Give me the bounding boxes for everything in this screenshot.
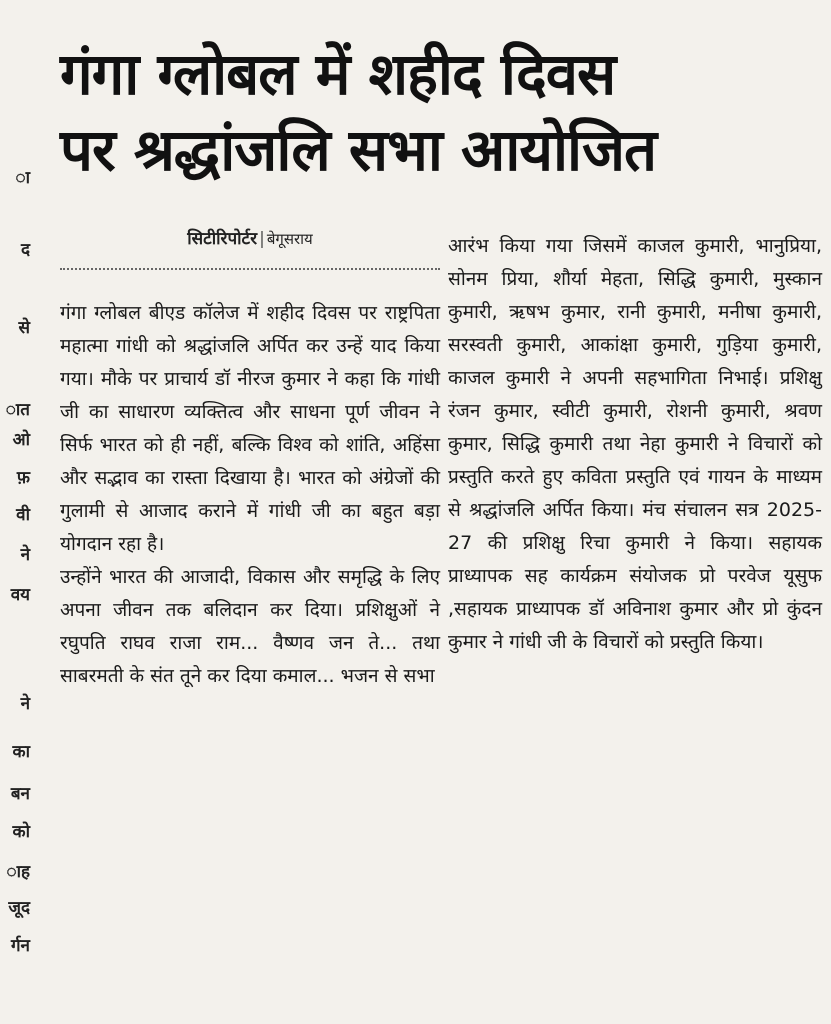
fragment: को <box>12 822 30 842</box>
headline-line-2: पर श्रद्धांजलि सभा आयोजित <box>60 116 657 184</box>
article-paragraph: आरंभ किया गया जिसमें काजल कुमारी, भानुप्रिया, सोनम प्रिया, शौर्या मेहता, सिद्धि कुमारी, मुस्कान कुमारी, ऋषभ कुमार, रानी कुमारी, मनीषा कुमारी, सरस्वती कुमारी, आकांक्षा कुमारी, गुड़िया कुमारी, काजल कुमारी ने अपनी सहभागिता निभाई। प्रशिक्षु रंजन कुमार, स्वीटी कुमारी, रोशनी कुमारी, श्रवण कुमार, सिद्धि कुमारी तथा नेहा कुमारी ने विचारों को प्रस्तुति करते हुए कविता प्रस्तुति एवं गायन के माध्यम से श्रद्धांजलि अर्पित किया। मंच संचालन सत्र 2025-27 की प्रशिक्षु रिचा कुमारी ने किया। सहायक प्राध्यापक सह कार्यक्रम संयोजक प्रो परवेज यूसुफ ,सहायक प्राध्यापक डॉ अविनाश कुमार और प्रो कुंदन कुमार ने गांधी जी के विचारों को प्रस्तुति किया। <box>448 235 822 653</box>
fragment: द <box>20 240 30 260</box>
fragment: से <box>18 318 30 338</box>
fragment: का <box>12 742 30 762</box>
byline-separator: | <box>259 229 265 249</box>
fragment: फ़ <box>16 468 30 488</box>
fragment: ओ <box>12 430 30 450</box>
fragment: र्गन <box>10 936 30 956</box>
byline-city: बेगूसराय <box>266 230 313 248</box>
fragment: ा <box>15 168 30 188</box>
fragment: जूद <box>8 898 30 918</box>
article-paragraph: उन्होंने भारत की आजादी, विकास और समृद्धि के लिए अपना जीवन तक बलिदान कर दिया। प्रशिक्षुओं ने रघुपति राघव राजा राम... वैष्णव जन ते... तथा साबरमती के संत तूने कर दिया कमाल... भजन से सभा <box>60 566 440 687</box>
fragment: वी <box>16 505 30 525</box>
fragment: वय <box>10 585 30 605</box>
previous-column-fragments <box>0 0 44 1024</box>
fragment: ने <box>20 694 30 714</box>
headline-line-1: गंगा ग्लोबल में शहीद दिवस <box>60 40 616 108</box>
fragment: ने <box>20 545 30 565</box>
fragment: बन <box>10 784 30 804</box>
fragment: ात <box>5 400 30 420</box>
byline-divider <box>60 268 440 270</box>
byline <box>60 226 440 249</box>
fragment: ाह <box>6 862 30 882</box>
article-column-right <box>448 230 822 659</box>
byline-reporter: सिटीरिपोर्टर <box>187 229 258 249</box>
article-paragraph: गंगा ग्लोबल बीएड कॉलेज में शहीद दिवस पर राष्ट्रपिता महात्मा गांधी को श्रद्धांजलि अर्पित कर उन्हें याद किया गया। मौके पर प्राचार्य डॉ नीरज कुमार ने कहा कि गांधी जी का साधारण व्यक्तित्व और साधना पूर्ण जीवन ने सिर्फ भारत को ही नहीं, बल्कि विश्व को शांति, अहिंसा और सद्भाव का रास्ता दिखाया है। भारत को अंग्रेजों की गुलामी से आजाद कराने में गांधी जी का बहुत बड़ा योगदान रहा है। <box>60 302 440 555</box>
article-column-left <box>60 297 440 693</box>
headline <box>60 36 830 188</box>
